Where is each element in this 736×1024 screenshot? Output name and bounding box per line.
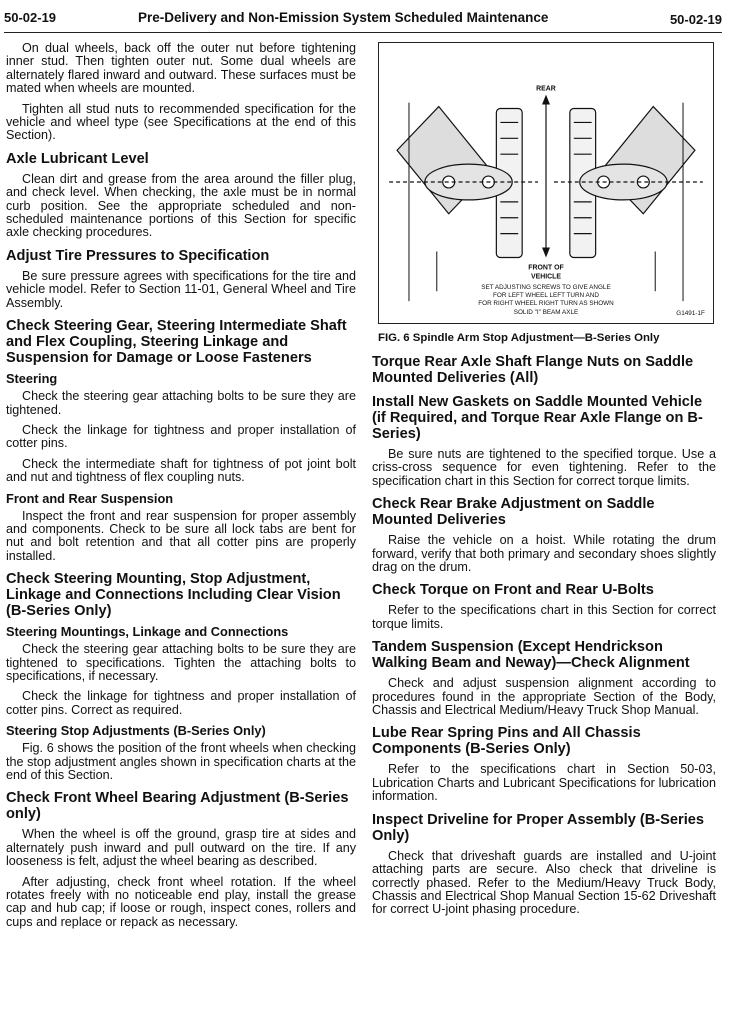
section-heading: Check Torque on Front and Rear U-Bolts [372,582,654,599]
paragraph: Fig. 6 shows the position of the front wheels when checking the stop adjustment angles shown in specification charts at the end of this Section. [6,741,356,782]
paragraph: Check that driveshaft guards are installed and U-joint attaching parts are secure. Also check that driveline is correctly phased. Refer to the Medium/Heavy Truck Body, Chassis and Electrical Shop Manual Section 15-62 Driveshaft for correct U-joint phasing procedure. [372,848,716,917]
paragraph: On dual wheels, back off the outer nut before tightening inner stud. Then tighten outer nut. Some dual wheels are alternately flared inward and outward. These surfaces must be mated when wheels are mounted. [6,41,356,96]
paragraph: Clean dirt and grease from the area around the filler plug, and check level. When checking, the axle must be in normal curb position. See the appropriate scheduled and non-scheduled maintenance portions of this Section for specific axle checking procedures. [6,171,356,240]
page-number-right: 50-02-19 [669,12,722,27]
left-column [6,42,356,936]
paragraph: Check and adjust suspension alignment according to procedures found in the appropriate Section of the Body, Chassis and Electrical Medium/Heavy Truck Shop Manual. [372,676,716,718]
header-rule [4,32,722,33]
paragraph: When the wheel is off the ground, grasp tire at sides and alternately push inward and pull outward on the tire. If any looseness is felt, adjust the wheel bearing as described. [6,827,356,869]
arrow-down-icon [542,248,550,258]
note-line-1: SET ADJUSTING SCREWS TO GIVE ANGLE [481,284,611,292]
section-heading: Check Front Wheel Bearing Adjustment (B-Series only) [6,790,349,823]
paragraph: Inspect the front and rear suspension for proper assembly and components. Check to be sure all lock tabs are bent for nut and bolt retention and that all cotter pins are properly installed. [6,508,356,563]
section-heading: Check Rear Brake Adjustment on Saddle Mounted Deliveries [372,496,655,529]
section-heading: Install New Gaskets on Saddle Mounted Vehicle (if Required, and Torque Rear Axle Flange on B-Series) [372,394,703,442]
spindle-arm-figure [378,42,714,324]
subsection-heading: Steering Mountings, Linkage and Connections [6,624,289,640]
page-title: Pre-Delivery and Non-Emission System Scheduled Maintenance [138,10,549,25]
spindle-arm-diagram [379,43,713,323]
right-column [372,346,716,924]
paragraph: Check the intermediate shaft for tightness of pot joint bolt and nut and tightness of flex coupling nuts. [6,456,356,485]
subsection-heading: Steering Stop Adjustments (B-Series Only) [6,723,266,739]
section-heading: Check Steering Gear, Steering Intermediate Shaft and Flex Coupling, Steering Linkage and Suspension for Damage or Loose Fasteners [6,318,347,367]
subsection-heading: Steering [6,371,58,387]
paragraph: Refer to the specifications chart in Section 50-03, Lubrication Charts and Lubricant Specifications for lubrication information. [372,762,716,804]
paragraph: Check the steering gear attaching bolts to be sure they are tightened. [6,389,356,417]
section-heading: Tandem Suspension (Except Hendrickson Walking Beam and Neway)—Check Alignment [372,639,690,672]
paragraph: Be sure pressure agrees with specifications for the tire and vehicle model. Refer to Section 11-01, General Wheel and Tire Assembly. [6,268,356,310]
label-vehicle: VEHICLE [530,273,562,281]
page-number-left: 50-02-19 [4,10,57,25]
note-line-4: SOLID "I" BEAM AXLE [513,309,579,317]
section-heading: Adjust Tire Pressures to Specification [6,247,270,264]
paragraph: After adjusting, check front wheel rotation. If the wheel rotates freely with no noticeable end play, install the grease cap and hub cap; if loose or rough, inspect cones, rollers and cups and replace or repack as necessary. [6,874,356,929]
section-heading: Torque Rear Axle Shaft Flange Nuts on Saddle Mounted Deliveries (All) [372,354,694,386]
paragraph: Check the linkage for tightness and proper installation of cotter pins. Correct as required. [6,689,356,717]
figure-id: G1491-1F [676,310,705,318]
paragraph: Refer to the specifications chart in this Section for correct torque limits. [372,603,716,631]
paragraph: Tighten all stud nuts to recommended specification for the vehicle and wheel type (see Specifications at the end of this Section). [6,101,356,143]
figure-caption: FIG. 6 Spindle Arm Stop Adjustment—B-Series Only [378,332,660,344]
label-rear: REAR [536,85,556,93]
section-heading: Lube Rear Spring Pins and All Chassis Components (B-Series Only) [372,725,641,758]
right-wheel-assembly [554,107,703,258]
page-header [0,0,736,34]
subsection-heading: Front and Rear Suspension [6,490,174,506]
note-line-3: FOR RIGHT WHEEL RIGHT TURN AS SHOWN [478,300,614,308]
label-front: FRONT OF [528,264,564,272]
paragraph: Raise the vehicle on a hoist. While rotating the drum forward, verify that both primary and secondary shoes slightly drag on the drum. [372,533,716,575]
section-heading: Check Steering Mounting, Stop Adjustment, Linkage and Connections Including Clear Vision (B-Series Only) [6,571,341,620]
arrow-up-icon [542,95,550,105]
note-line-2: FOR LEFT WHEEL LEFT TURN AND [493,292,599,300]
paragraph: Be sure nuts are tightened to the specified torque. Use a criss-cross sequence for even tightening. Refer to the specification chart in this Section for correct torque limits. [372,447,716,488]
section-heading: Axle Lubricant Level [6,150,149,167]
left-wheel-assembly [389,107,538,258]
paragraph: Check the steering gear attaching bolts to be sure they are tightened to specifications. Tighten the attaching bolts to specifications, if necessary. [6,642,356,683]
section-heading: Inspect Driveline for Proper Assembly (B-Series Only) [372,811,704,844]
paragraph: Check the linkage for tightness and proper installation of cotter pins. [6,422,356,451]
